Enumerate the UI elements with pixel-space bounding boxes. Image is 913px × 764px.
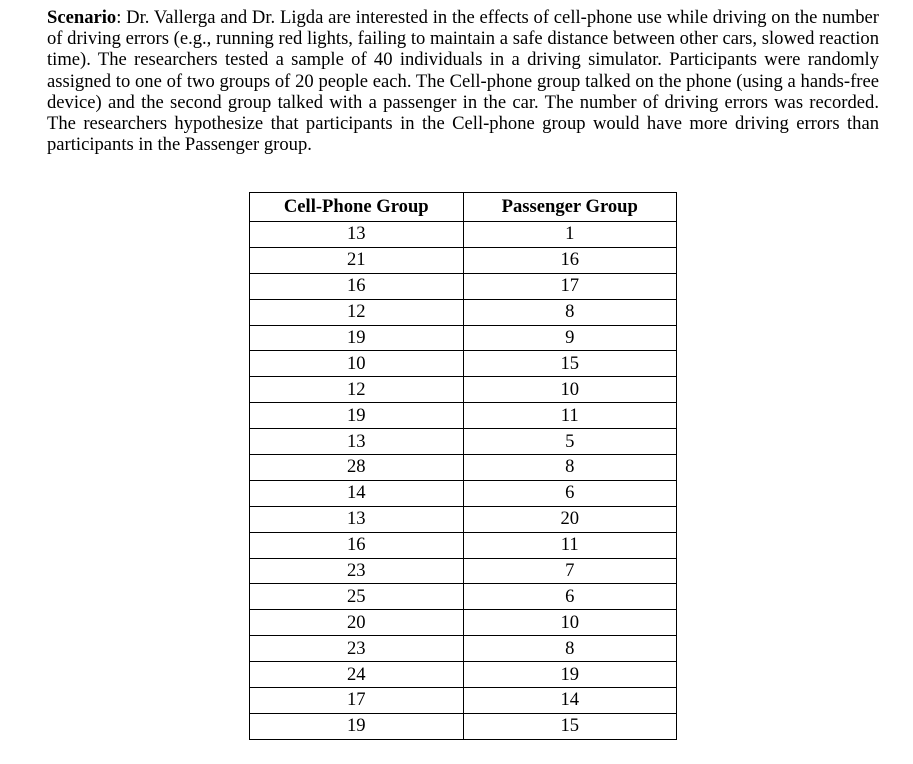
cell-phone-value: 16 (250, 532, 464, 558)
passenger-value: 19 (463, 662, 677, 688)
cell-phone-value: 16 (250, 273, 464, 299)
cell-phone-value: 20 (250, 610, 464, 636)
table-row (250, 247, 677, 273)
table-row (250, 688, 677, 714)
table-row (250, 377, 677, 403)
table-row (250, 636, 677, 662)
passenger-value: 15 (463, 713, 677, 739)
table-row (250, 325, 677, 351)
cell-phone-value: 19 (250, 403, 464, 429)
passenger-value: 8 (463, 636, 677, 662)
table-row (250, 351, 677, 377)
passenger-value: 8 (463, 455, 677, 481)
cell-phone-value: 19 (250, 325, 464, 351)
cell-phone-value: 13 (250, 506, 464, 532)
table-row (250, 222, 677, 248)
driving-errors-table (249, 192, 677, 740)
passenger-value: 15 (463, 351, 677, 377)
passenger-value: 1 (463, 222, 677, 248)
cell-phone-value: 25 (250, 584, 464, 610)
table-row (250, 273, 677, 299)
passenger-value: 10 (463, 377, 677, 403)
cell-phone-value: 23 (250, 558, 464, 584)
table-row (250, 584, 677, 610)
table-row (250, 506, 677, 532)
cell-phone-value: 13 (250, 222, 464, 248)
passenger-value: 20 (463, 506, 677, 532)
table-row (250, 532, 677, 558)
passenger-value: 6 (463, 584, 677, 610)
passenger-value: 14 (463, 688, 677, 714)
cell-phone-value: 28 (250, 455, 464, 481)
table-row (250, 403, 677, 429)
cell-phone-value: 24 (250, 662, 464, 688)
passenger-value: 17 (463, 273, 677, 299)
passenger-value: 10 (463, 610, 677, 636)
table-header-row (250, 193, 677, 222)
table-row (250, 713, 677, 739)
passenger-value: 9 (463, 325, 677, 351)
passenger-value: 11 (463, 532, 677, 558)
cell-phone-value: 10 (250, 351, 464, 377)
cell-phone-value: 12 (250, 299, 464, 325)
table-row (250, 480, 677, 506)
table-row (250, 299, 677, 325)
scenario-paragraph (47, 7, 879, 155)
passenger-value: 8 (463, 299, 677, 325)
table-body (250, 222, 677, 740)
cell-phone-value: 12 (250, 377, 464, 403)
table-row (250, 558, 677, 584)
passenger-value: 11 (463, 403, 677, 429)
table-row (250, 455, 677, 481)
cell-phone-value: 14 (250, 480, 464, 506)
table-row (250, 610, 677, 636)
scenario-label: Scenario (47, 7, 117, 28)
cell-phone-value: 13 (250, 429, 464, 455)
cell-phone-value: 23 (250, 636, 464, 662)
table-row (250, 662, 677, 688)
cell-phone-value: 17 (250, 688, 464, 714)
passenger-value: 7 (463, 558, 677, 584)
passenger-value: 5 (463, 429, 677, 455)
table-row (250, 429, 677, 455)
passenger-value: 6 (463, 480, 677, 506)
cell-phone-value: 19 (250, 713, 464, 739)
scenario-text: : Dr. Vallerga and Dr. Ligda are interested in the effects of cell-phone use while driving on the number of driving errors (e.g., running red lights, failing to maintain a safe distance between other cars, slowed reaction time). The researchers tested a sample of 40 individuals in a driving simulator. Participants were randomly assigned to one of two groups of 20 people each. The Cell-phone group talked on the phone (using a hands-free device) and the second group talked with a passenger in the car. The number of driving errors was recorded. The researchers hypothesize that participants in the Cell-phone group would have more driving errors than participants in the Passenger group. (47, 7, 879, 156)
header-passenger-group: Passenger Group (463, 193, 677, 222)
header-cell-phone-group: Cell-Phone Group (250, 193, 464, 222)
cell-phone-value: 21 (250, 247, 464, 273)
passenger-value: 16 (463, 247, 677, 273)
